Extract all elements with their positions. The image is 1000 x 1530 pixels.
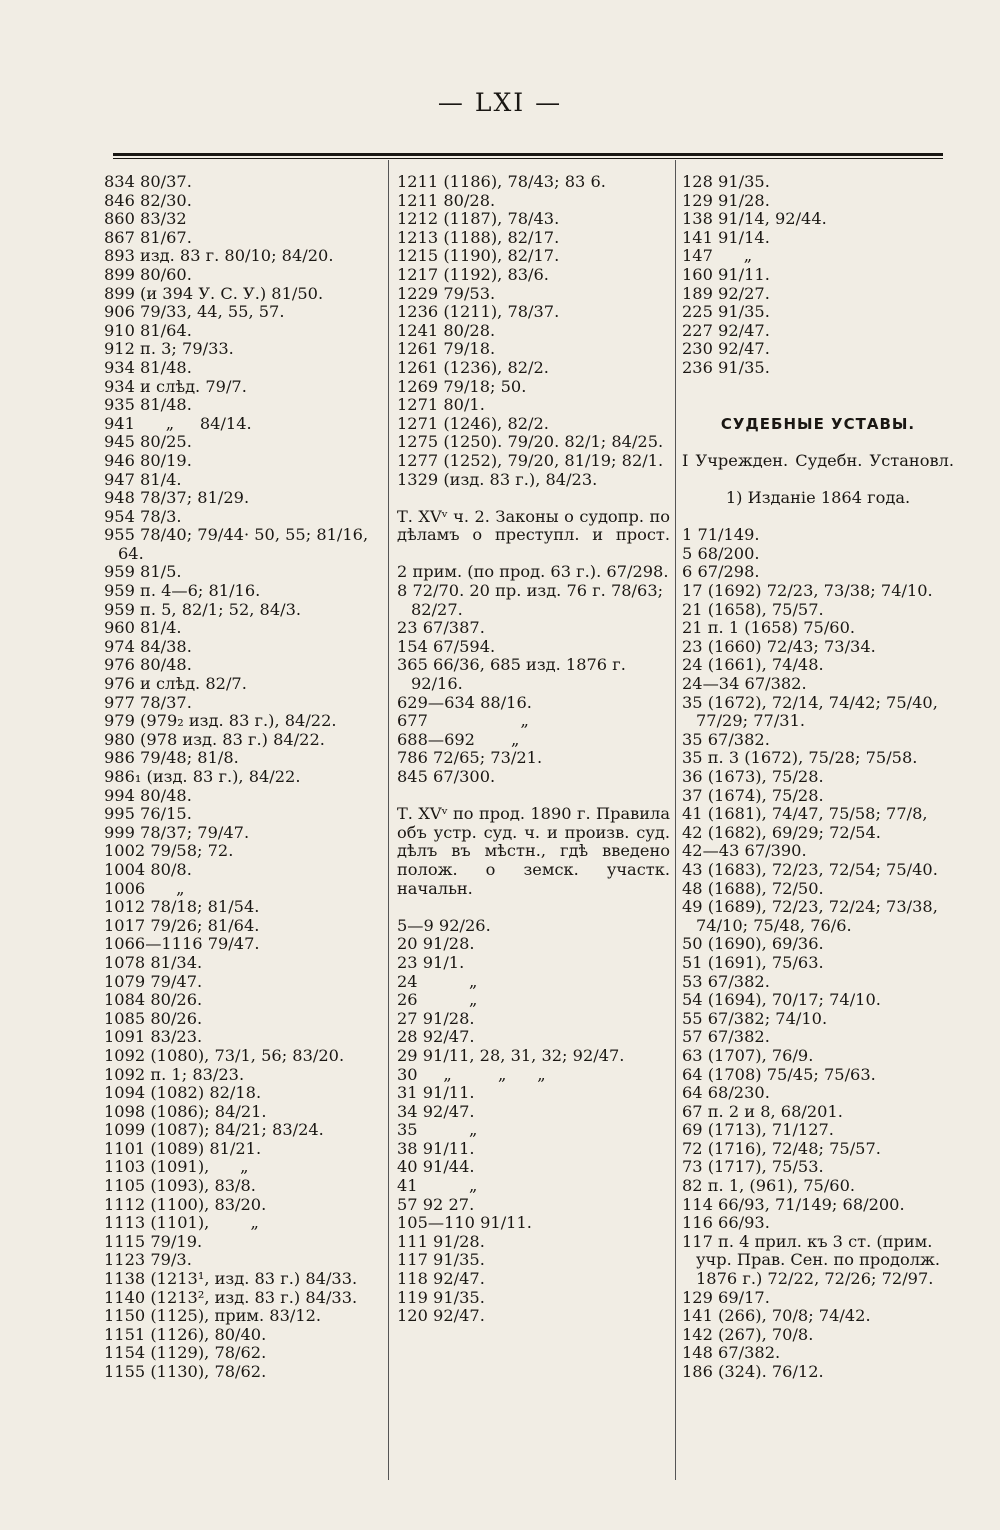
- index-entry: 1261 (1236), 82/2.: [397, 357, 549, 377]
- index-entry: 1113 (1101), „: [104, 1213, 259, 1233]
- index-entry: 23 67/387.: [397, 618, 485, 638]
- index-entry: 189 92/27.: [682, 283, 770, 303]
- section-xv-1890-entries: [397, 917, 670, 1326]
- index-entry: 976 и слѣд. 82/7.: [104, 674, 247, 694]
- index-entry: 979 (979₂ изд. 83 г.), 84/22.: [104, 711, 337, 731]
- index-entry: 867 81/67.: [104, 227, 192, 247]
- index-entry: 2 прим. (по прод. 63 г.). 67/298.: [397, 562, 669, 582]
- index-entry: 105—110 91/11.: [397, 1213, 532, 1233]
- index-entry: 36 (1673), 75/28.: [682, 767, 824, 786]
- index-entry: 37 (1674), 75/28.: [682, 785, 824, 805]
- index-entry: 35 (1672), 72/14, 74/42; 75/40, 77/29; 77/31.: [682, 692, 944, 731]
- index-entry: 154 67/594.: [397, 636, 496, 656]
- index-entry: 41 „: [397, 1176, 478, 1196]
- index-entry: 893 изд. 83 г. 80/10; 84/20.: [104, 246, 334, 266]
- index-entry: 955 78/40; 79/44· 50, 55; 81/16, 64.: [104, 525, 374, 563]
- index-entry: 1271 (1246), 82/2.: [397, 413, 549, 433]
- index-entry: 974 84/38.: [104, 636, 192, 656]
- index-entry: 23 (1660) 72/43; 73/34.: [682, 636, 876, 656]
- index-entry: 959 81/5.: [104, 562, 182, 582]
- index-entry: 1229 79/53.: [397, 283, 496, 303]
- column-divider-1: [388, 160, 389, 1480]
- index-entry: 846 82/30.: [104, 190, 192, 210]
- index-entry: 1099 (1087); 84/21; 83/24.: [104, 1120, 324, 1140]
- index-entry: 1212 (1187), 78/43.: [397, 209, 560, 229]
- index-entry: 128 91/35.: [682, 172, 770, 191]
- section-entries: [682, 526, 954, 1381]
- index-entry: 1092 (1080), 73/1, 56; 83/20.: [104, 1045, 345, 1065]
- index-entry: 129 69/17.: [682, 1287, 770, 1307]
- index-entry: 906 79/33, 44, 55, 57.: [104, 302, 285, 322]
- index-entry: 1236 (1211), 78/37.: [397, 302, 560, 322]
- index-entry: 50 (1690), 69/36.: [682, 934, 824, 954]
- index-entry: 35 „: [397, 1120, 478, 1140]
- index-entry: 977 78/37.: [104, 692, 192, 712]
- index-entry: 225 91/35.: [682, 302, 770, 322]
- index-entry: 1094 (1082) 82/18.: [104, 1083, 262, 1103]
- index-entry: 148 67/382.: [682, 1343, 781, 1363]
- index-entry: 946 80/19.: [104, 450, 192, 470]
- index-entry: 5 68/200.: [682, 543, 760, 563]
- index-entry: 959 п. 5, 82/1; 52, 84/3.: [104, 599, 302, 619]
- index-entry: 1085 80/26.: [104, 1008, 203, 1028]
- index-entry: 999 78/37; 79/47.: [104, 822, 250, 842]
- index-entry: 1004 80/8.: [104, 859, 192, 879]
- index-entry: 28 92/47.: [397, 1027, 475, 1047]
- index-entry: 1017 79/26; 81/64.: [104, 915, 260, 935]
- index-entry: 29 91/11, 28, 31, 32; 92/47.: [397, 1045, 625, 1065]
- page-number: — LXI —: [437, 88, 563, 117]
- index-entry: 899 (и 394 У. С. У.) 81/50.: [104, 283, 324, 303]
- column-1: [104, 173, 382, 1382]
- index-entry: 30 „ „ „: [397, 1064, 546, 1084]
- index-entry: 688—692 „: [397, 729, 520, 749]
- index-entry: 934 и слѣд. 79/7.: [104, 376, 247, 396]
- index-entry: 35 67/382.: [682, 729, 770, 749]
- index-entry: 51 (1691), 75/63.: [682, 952, 824, 972]
- index-entry: 67 п. 2 и 8, 68/201.: [682, 1101, 843, 1121]
- index-entry: 69 (1713), 71/127.: [682, 1120, 834, 1140]
- index-entry: 57 67/382.: [682, 1027, 770, 1047]
- index-entry: 24 (1661), 74/48.: [682, 655, 824, 675]
- index-entry: 64 (1708) 75/45; 75/63.: [682, 1064, 876, 1084]
- index-entry: 118 92/47.: [397, 1269, 485, 1289]
- index-entry: 934 81/48.: [104, 357, 192, 377]
- index-entry: 1154 (1129), 78/62.: [104, 1343, 267, 1363]
- index-entry: 38 91/11.: [397, 1138, 475, 1158]
- index-entry: 1115 79/19.: [104, 1231, 203, 1251]
- index-entry: 1155 (1130), 78/62.: [104, 1362, 267, 1381]
- index-entry: 899 80/60.: [104, 264, 192, 284]
- index-entry: 1329 (изд. 83 г.), 84/23.: [397, 469, 598, 489]
- index-entry: 23 91/1.: [397, 952, 465, 972]
- index-entry: 64 68/230.: [682, 1083, 770, 1103]
- index-entry: 1098 (1086); 84/21.: [104, 1101, 267, 1121]
- index-entry: 954 78/3.: [104, 506, 182, 526]
- index-entry: 845 67/300.: [397, 767, 496, 786]
- index-entry: 1140 (1213², изд. 83 г.) 84/33.: [104, 1287, 358, 1307]
- index-entry: 1269 79/18; 50.: [397, 376, 527, 396]
- column-2: [397, 173, 670, 1326]
- index-entry: 948 78/37; 81/29.: [104, 488, 250, 508]
- index-entry: 1101 (1089) 81/21.: [104, 1138, 262, 1158]
- index-entry: 1078 81/34.: [104, 952, 203, 972]
- index-entry: 986₁ (изд. 83 г.), 84/22.: [104, 767, 301, 786]
- index-entry: 129 91/28.: [682, 190, 770, 210]
- index-entry: 912 п. 3; 79/33.: [104, 339, 234, 359]
- index-entry: 960 81/4.: [104, 618, 182, 638]
- index-entry: 980 (978 изд. 83 г.) 84/22.: [104, 729, 325, 749]
- section-title-xv-1890: Т. XVᵛ по прод. 1890 г. Правила объ устр. суд. ч. и произв. суд. дѣлъ въ мѣстн., гдѣ введено полож. о земск. участк. начальн.: [397, 804, 670, 898]
- index-entry: 82 п. 1, (961), 75/60.: [682, 1176, 856, 1196]
- index-entry: 5—9 92/26.: [397, 915, 491, 935]
- index-entry: 40 91/44.: [397, 1157, 475, 1177]
- index-entry: 141 91/14.: [682, 227, 770, 247]
- index-entry: 1277 (1252), 79/20, 81/19; 82/1.: [397, 450, 664, 470]
- column-3-entries: [682, 173, 954, 378]
- index-entry: 230 92/47.: [682, 339, 770, 359]
- index-entry: 63 (1707), 76/9.: [682, 1045, 814, 1065]
- index-entry: 1012 78/18; 81/54.: [104, 897, 260, 917]
- index-entry: 21 (1658), 75/57.: [682, 599, 824, 619]
- index-entry: 116 66/93.: [682, 1213, 770, 1233]
- index-entry: 236 91/35.: [682, 357, 770, 377]
- index-entry: 1112 (1100), 83/20.: [104, 1194, 267, 1214]
- index-entry: 677 „: [397, 711, 529, 731]
- index-entry: 1103 (1091), „: [104, 1157, 249, 1177]
- index-entry: 1213 (1188), 82/17.: [397, 227, 560, 247]
- index-entry: 910 81/64.: [104, 320, 192, 340]
- index-entry: 21 п. 1 (1658) 75/60.: [682, 618, 856, 638]
- column-divider-2: [675, 160, 676, 1480]
- index-entry: 1006 „: [104, 878, 185, 898]
- index-entry: 1271 80/1.: [397, 395, 485, 415]
- index-entry: 24 „: [397, 971, 478, 991]
- index-entry: 35 п. 3 (1672), 75/28; 75/58.: [682, 748, 918, 768]
- index-entry: 941 „ 84/14.: [104, 413, 252, 433]
- index-entry: 945 80/25.: [104, 432, 192, 452]
- index-entry: 995 76/15.: [104, 804, 192, 824]
- index-entry: 959 п. 4—6; 81/16.: [104, 581, 261, 601]
- index-entry: 34 92/47.: [397, 1101, 475, 1121]
- index-entry: 43 (1683), 72/23, 72/54; 75/40.: [682, 859, 938, 879]
- section-heading: СУДЕБНЫЕ УСТАВЫ.: [720, 414, 916, 433]
- section-xv-part2-entries: [397, 563, 670, 786]
- index-entry: 834 80/37.: [104, 172, 192, 191]
- edition-title: 1) Изданіе 1864 года.: [725, 488, 911, 508]
- index-entry: 141 (266), 70/8; 74/42.: [682, 1306, 871, 1326]
- index-entry: 8 72/70. 20 пр. изд. 76 г. 78/63; 82/27.: [397, 581, 669, 619]
- index-entry: 1092 п. 1; 83/23.: [104, 1064, 245, 1084]
- index-entry: 1079 79/47.: [104, 971, 203, 991]
- index-entry: 117 91/35.: [397, 1250, 485, 1270]
- index-entry: 41 (1681), 74/47, 75/58; 77/8,: [682, 804, 928, 824]
- header-rule: [113, 153, 943, 159]
- index-entry: 49 (1689), 72/23, 72/24; 73/38, 74/10; 75/48, 76/6.: [682, 897, 944, 935]
- index-entry: 1002 79/58; 72.: [104, 841, 234, 861]
- index-entry: 57 92 27.: [397, 1194, 475, 1214]
- index-entry: 986 79/48; 81/8.: [104, 748, 239, 768]
- index-entry: 860 83/32: [104, 209, 187, 229]
- index-entry: 1138 (1213¹, изд. 83 г.) 84/33.: [104, 1269, 358, 1289]
- index-entry: 72 (1716), 72/48; 75/57.: [682, 1138, 881, 1158]
- index-entry: 1084 80/26.: [104, 990, 203, 1010]
- index-entry: 227 92/47.: [682, 320, 770, 340]
- index-entry: 1066—1116 79/47.: [104, 934, 260, 954]
- index-entry: 1275 (1250). 79/20. 82/1; 84/25.: [397, 432, 664, 452]
- index-entry: 119 91/35.: [397, 1287, 485, 1307]
- index-entry: 147 „: [682, 246, 753, 266]
- index-entry: 1215 (1190), 82/17.: [397, 246, 560, 266]
- index-entry: 42—43 67/390.: [682, 841, 807, 861]
- index-entry: 186 (324). 76/12.: [682, 1362, 824, 1381]
- index-entry: 1091 83/23.: [104, 1027, 203, 1047]
- index-entry: 1150 (1125), прим. 83/12.: [104, 1306, 322, 1326]
- index-entry: 1261 79/18.: [397, 339, 496, 359]
- column-2-entries: [397, 173, 670, 489]
- section-title-xv-part2: Т. XVᵛ ч. 2. Законы о судопр. по дѣламъ о преступл. и прост.: [397, 506, 670, 545]
- index-entry: 117 п. 4 прил. къ 3 ст. (прим. учр. Прав. Сен. по продолж. 1876 г.) 72/22, 72/26; 72/97.: [682, 1231, 946, 1289]
- index-entry: 6 67/298.: [682, 562, 760, 582]
- index-entry: 27 91/28.: [397, 1008, 475, 1028]
- index-entry: 142 (267), 70/8.: [682, 1324, 814, 1344]
- index-entry: 629—634 88/16.: [397, 692, 532, 712]
- index-entry: 55 67/382; 74/10.: [682, 1008, 828, 1028]
- index-entry: 54 (1694), 70/17; 74/10.: [682, 990, 881, 1010]
- index-entry: 160 91/11.: [682, 264, 770, 284]
- index-entry: 1211 80/28.: [397, 190, 496, 210]
- index-entry: 73 (1717), 75/53.: [682, 1157, 824, 1177]
- index-entry: 786 72/65; 73/21.: [397, 748, 543, 768]
- index-entry: 947 81/4.: [104, 469, 182, 489]
- index-entry: 1151 (1126), 80/40.: [104, 1324, 267, 1344]
- index-entry: 31 91/11.: [397, 1083, 475, 1103]
- index-entry: 1 71/149.: [682, 525, 760, 545]
- index-entry: 120 92/47.: [397, 1306, 485, 1326]
- index-entry: 20 91/28.: [397, 934, 475, 954]
- index-entry: 114 66/93, 71/149; 68/200.: [682, 1194, 905, 1214]
- index-entry: 1241 80/28.: [397, 320, 496, 340]
- index-entry: 935 81/48.: [104, 395, 192, 415]
- index-entry: 1123 79/3.: [104, 1250, 192, 1270]
- index-entry: 976 80/48.: [104, 655, 192, 675]
- index-entry: 1211 (1186), 78/43; 83 6.: [397, 172, 606, 191]
- index-entry: 48 (1688), 72/50.: [682, 878, 824, 898]
- index-entry: 1105 (1093), 83/8.: [104, 1176, 256, 1196]
- index-entry: 26 „: [397, 990, 478, 1010]
- index-entry: 17 (1692) 72/23, 73/38; 74/10.: [682, 581, 933, 601]
- index-entry: 24—34 67/382.: [682, 674, 807, 694]
- index-entry: 138 91/14, 92/44.: [682, 209, 827, 229]
- index-entry: 1217 (1192), 83/6.: [397, 264, 549, 284]
- column-3: [682, 173, 954, 1382]
- index-entry: 111 91/28.: [397, 1231, 485, 1251]
- index-entry: 42 (1682), 69/29; 72/54.: [682, 822, 881, 842]
- index-entry: 53 67/382.: [682, 971, 770, 991]
- section-subheading: I Учрежден. Судебн. Установл.: [682, 450, 954, 470]
- index-entry: 365 66/36, 685 изд. 1876 г. 92/16.: [397, 655, 632, 694]
- index-entry: 994 80/48.: [104, 785, 192, 805]
